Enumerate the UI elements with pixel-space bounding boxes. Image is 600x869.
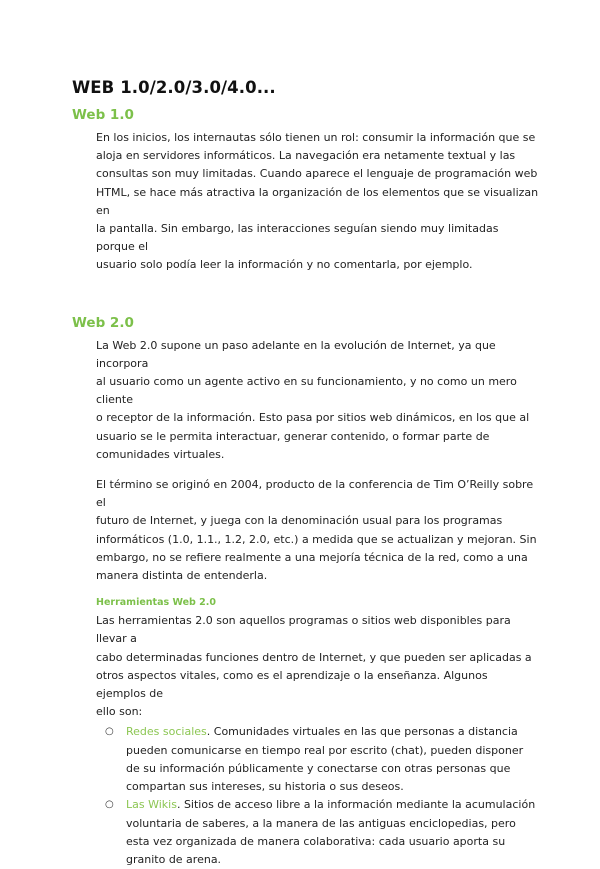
term-link-las-wikis[interactable]: Las Wikis [126,798,177,812]
text-line: esta vez organizada de manera colaborativa: cada usuario aporta su [126,834,506,848]
text-line: informáticos (1.0, 1.1., 1.2, 2.0, etc.) a medida que se actualizan y mejoran. Sin [96,532,537,546]
section-web-2 [72,315,540,869]
circle-bullet-icon: ○ [105,799,114,811]
text-line: cabo determinadas funciones dentro de Internet, y que pueden ser aplicadas a [96,650,532,664]
text-line: HTML, se hace más atractiva la organización de los elementos que se visualizan en [96,185,539,217]
text-line: otros aspectos vitales, como es el aprendizaje o la enseñanza. Algunos ejemplos de [96,668,488,701]
text-line: ello son: [96,705,143,719]
text-line: al usuario como un agente activo en su funcionamiento, y no como un mero cliente [96,375,517,407]
text-line: o receptor de la información. Esto pasa por sitios web dinámicos, en los que al [96,411,530,425]
text-line: usuario se le permita interactuar, generar contenido, o formar parte de [96,429,490,443]
document-title: WEB 1.0/2.0/3.0/4.0... [72,78,276,97]
text-line: consultas son muy limitadas. Cuando aparece el lenguaje de programación web [96,167,538,181]
text-line: aloja en servidores informáticos. La navegación era netamente textual y las [96,149,516,163]
text-line: compartan sus intereses, su historia o sus deseos. [126,780,404,794]
text-line: embargo, no se refiere realmente a una mejoría técnica de la red, como a una [96,550,528,564]
text-line: la pantalla. Sin embargo, las interacciones seguían siendo muy limitadas porque el [96,222,499,254]
list-item [105,723,540,796]
heading-web-2: Web 2.0 [72,314,134,331]
paragraph-herramientas [96,612,540,721]
text-line: de su información públicamente y conectarse con otras personas que [126,761,511,775]
text-line: En los inicios, los internautas sólo tienen un rol: consumir la información que se [96,131,536,144]
text-line: usuario solo podía leer la información y no comentarla, por ejemplo. [96,258,473,272]
paragraph-web-2-intro [96,337,540,464]
subsection-herramientas [96,597,540,721]
text-line: comunidades virtuales. [96,447,225,461]
text-line: La Web 2.0 supone un paso adelante en la evolución de Internet, ya que incorpora [96,338,496,370]
text-line: voluntaria de saberes, a la manera de las antiguas enciclopedias, pero [126,816,516,830]
section-web-1 [72,107,540,275]
text-line: manera distinta de entenderla. [96,569,268,583]
text-line: pueden comunicarse en tiempo real por escrito (chat), pueden disponer [126,743,524,757]
circle-bullet-icon: ○ [105,726,114,738]
text-line: El término se originó en 2004, producto de la conferencia de Tim O’Reilly sobre el [96,478,534,510]
text-line: . Sitios de acceso libre a la información mediante la acumulación [176,798,536,812]
text-line: . Comunidades virtuales en las que personas a distancia [206,725,518,739]
tools-list [72,723,540,869]
heading-herramientas: Herramientas Web 2.0 [96,597,216,609]
list-item [105,796,540,869]
term-link-redes-sociales[interactable]: Redes sociales [126,725,207,739]
paragraph-web-2-origin [96,476,540,585]
text-line: futuro de Internet, y juega con la denominación usual para los programas [96,514,503,528]
heading-web-1: Web 1.0 [72,107,134,123]
text-line: granito de arena. [126,852,222,866]
paragraph-web-1 [96,129,540,275]
text-line: Las herramientas 2.0 son aquellos programas o sitios web disponibles para llevar a [96,614,511,646]
